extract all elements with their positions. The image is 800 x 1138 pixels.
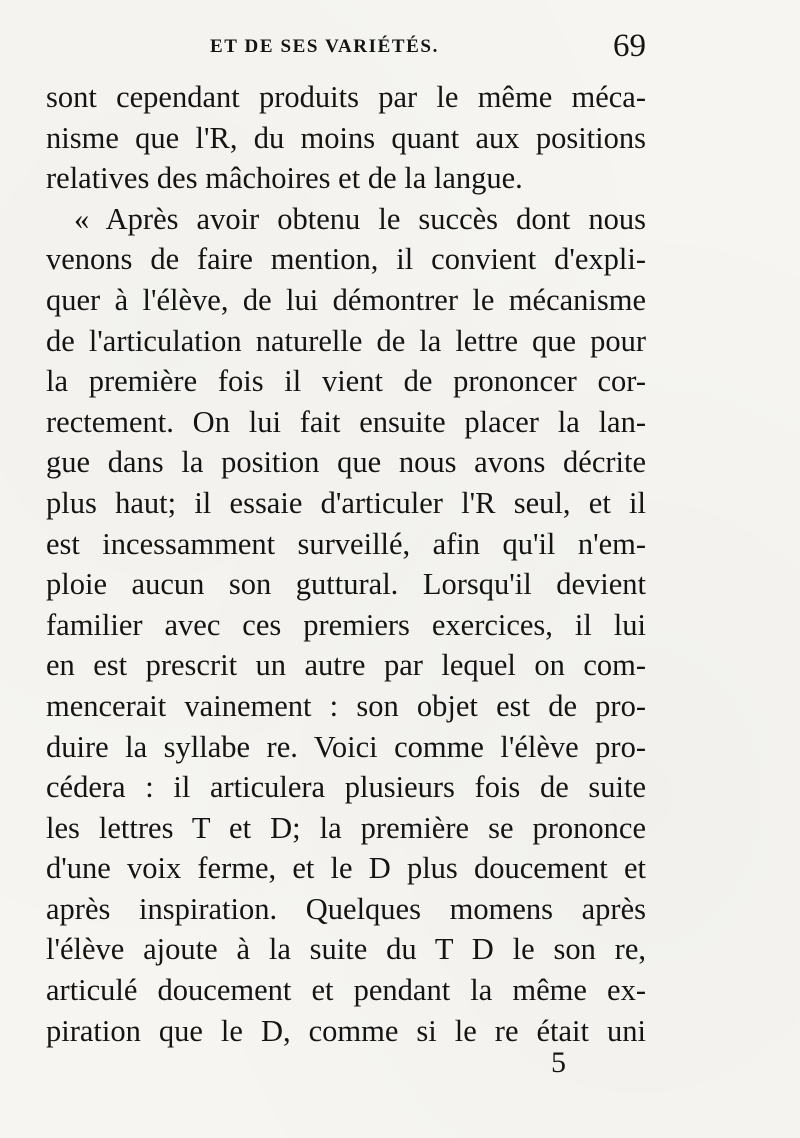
page-number: 69: [613, 28, 646, 64]
text-line: piration que le D, comme si le re était uni: [46, 1013, 646, 1048]
text-line: gue dans la position que nous avons décrite: [46, 445, 646, 480]
text-line: l'élève ajoute à la suite du T D le son re,: [46, 932, 646, 967]
signature-mark: 5: [551, 1046, 566, 1079]
text-line: plus haut; il essaie d'articuler l'R seul, et il: [46, 485, 646, 520]
page-header: [48, 28, 646, 68]
text-line: est incessamment surveillé, afin qu'il n'em-: [46, 526, 646, 561]
text-line: rectement. On lui fait ensuite placer la lan-: [46, 404, 646, 439]
text-line: sont cependant produits par le même méca-: [46, 80, 646, 114]
text-line: quer à l'élève, de lui démontrer le mécanisme: [46, 282, 646, 317]
text-line: les lettres T et D; la première se prononce: [46, 810, 646, 845]
text-line: cédera : il articulera plusieurs fois de suite: [46, 770, 646, 805]
text-line: ploie aucun son guttural. Lorsqu'il devient: [46, 567, 646, 602]
running-head: ET DE SES VARIÉTÉS.: [210, 36, 439, 57]
text-line: relatives des mâchoires et de la langue.: [46, 161, 523, 196]
body-text: [46, 77, 646, 1051]
text-line: familier avec ces premiers exercices, il lui: [46, 607, 646, 642]
text-line: la première fois il vient de prononcer cor-: [46, 364, 646, 399]
text-line: « Après avoir obtenu le succès dont nous: [74, 201, 646, 236]
text-line: nisme que l'R, du moins quant aux positions: [46, 120, 646, 155]
text-line: de l'articulation naturelle de la lettre que pour: [46, 323, 646, 358]
text-line: articulé doucement et pendant la même ex-: [46, 973, 646, 1008]
text-line: mencerait vainement : son objet est de pro-: [46, 688, 646, 723]
text-line: en est prescrit un autre par lequel on com-: [46, 648, 646, 683]
text-line: venons de faire mention, il convient d'expli-: [46, 242, 646, 277]
text-line: d'une voix ferme, et le D plus doucement et: [46, 851, 646, 886]
text-line: duire la syllabe re. Voici comme l'élève pro-: [46, 729, 646, 764]
text-line: après inspiration. Quelques momens après: [46, 891, 646, 926]
